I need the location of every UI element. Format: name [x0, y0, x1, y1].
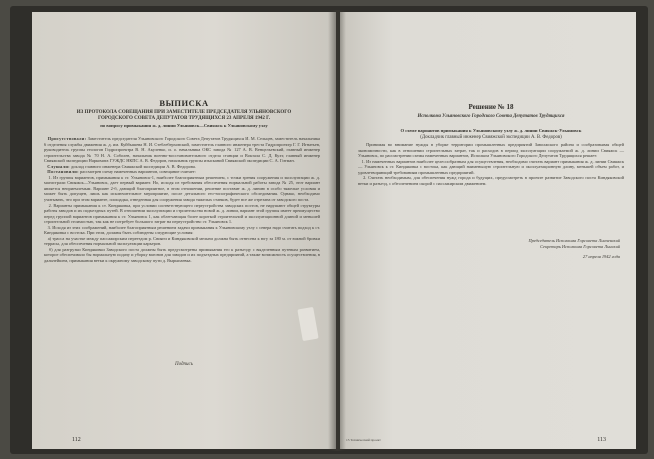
signature-chair: Председатель Исполкома Горсовета Линчевский: [528, 238, 620, 243]
subtitle-line: ИЗ ПРОТОКОЛА СОВЕЩАНИЯ ПРИ ЗАМЕСТИТЕЛЕ ПРЕДСЕДАТЕЛЯ УЛЬЯНОВСКОГО: [76, 110, 292, 115]
paragraph-text: рассмотрев схему намеченных вариантов, совещание считает:: [79, 169, 196, 175]
left-page: [32, 12, 336, 449]
left-page-subtitle: [44, 110, 324, 129]
paragraph-text: доклад главного инженера Свияжской экспедиции А. В. Федорова.: [71, 163, 196, 169]
paragraph-text: а) трасса на участке между пассажирским переездом р. Свияги и Киндяковской мельни должна быть отнесена к югу за 180 м. от южной бровки террасы, для обеспечения нормальной эксплуатации карьеров.: [44, 235, 320, 247]
subtitle-line: по вопросу примыкания ж. д. линии Ульяновск—Свияжск к Ульяновскому узлу: [100, 122, 268, 128]
paragraph: [358, 175, 624, 186]
page-number: 112: [72, 437, 81, 443]
open-book: [10, 6, 648, 454]
right-page: [340, 12, 636, 449]
paragraph: [358, 159, 624, 176]
paragraph-lead: Слушали:: [47, 163, 70, 169]
signature-secretary: Секретарь Исполкома Горсовета Линский: [540, 244, 620, 249]
paragraph-text: 2. Считать необходимым, для обеспечения нужд города и будущих, предусмотреть в проекте развитие Заводского поста Киндяковской ветки и разъезд, с обеспечением скорой с пассажирским движением.: [358, 175, 625, 186]
right-page-body: [358, 142, 624, 186]
paragraph-lead: Постановили:: [47, 169, 79, 175]
paragraph: [358, 142, 624, 159]
right-page-title: Решение № 18: [468, 103, 514, 111]
right-page-subtitle: Исполкома Ульяновского Городского Совета Депутатов Трудящихся: [417, 114, 565, 119]
paragraph-text: Заместитель председателя Ульяновского Городского Совета Депутатов Трудящихся И. М. Сельцев, заместитель начальника 6 отделения службы движения ж. д. им. Куйбышева Н. И. Стеблеберховский, заместитель главного инженера треста Гидропроектр Г. Г. Игнатьев, руководитель группы геологов Гидропроектра В. Н. Акуленко, и. о. начальника ОКС завода № 127 А. В. Венцельевский, главный инженер строительства завода № 70 Н. А. Соболев, начальник военно-восстановительного отдела станции и Вокзала С. Д. Кухт, главный инженер Свияжской экспедиции Наркомата ГУЖДС НКПС А. В. Федоров, начальник группы изысканий Свияжской экспедиции С. А. Гитман.: [44, 136, 320, 164]
paragraph-text: 1. Из намеченных вариантов наиболее целесообразным для осуществления, необходимо считать вариант примыкания ж. д. линии Свияжск — Ульяновск к ст. Киндяковка с востока, как дающий наименьшую строительную и эксплуатационную длину, меньшей объем работ, и удовлетворяющий требованиям промышленных предприятий.: [358, 158, 624, 175]
paragraph-text: Принимая во внимание нужды в уборке территории промышленных предприятий Заволжского района и сообразовывая общей экономичности, как в отношении строительных затрат, так и расходов в период эксплуатации сооружаемой ж. д. линии Свияжск — Ульяновск, по рассмотрении схемы намеченных вариантов, Исполком Ульяновского Городского Депутатов Трудящихся решает:: [358, 142, 624, 159]
right-signatures: [358, 238, 620, 260]
paragraph-present: [44, 136, 320, 164]
subtitle-line: ГОРОДСКОГО СОВЕТА ДЕПУТАТОВ ТРУДЯЩИХСЯ 23 АПРЕЛЯ 1942 Г.: [97, 116, 271, 122]
paragraph-text: 1. Из группы вариантов, примыкания к ст. Ульяновск-1, наиболее благоприятным решением, с точки зрения сооружения и эксплуатации ж. д. магистрали Свияжск—Ульяновск, дает первый вариант. Но, исходя из требования обеспечения нормальной работы завода № 25, этот вариант является неприемлемым. Вариант 2-б, дающий благоприятное, в этом отношении, решение поставит ж. д. линию в особо тяжелые условия и может быть допущен, лишь как исключительное мероприятие, после детального гео-топографического обследования. Однако, необходимо учитывать, что при этом варианте, площадка, отведенная для сооружения завода тяжелых станков, будет все же отрезана от заводского поста.: [44, 174, 320, 203]
paragraph-lead: Присутствовали:: [47, 136, 87, 141]
paragraph-text: 3. Исходя из этих соображений, наиболее благоприятным решением задачи примыкания к Ульяновскому узлу с севера надо считать подход к ст. Киндяковка с востока. При этом, должны быть соблюдены следующие условия:: [44, 224, 320, 236]
paragraph-text: 2. Варианты примыкания к ст. Киндяковка, при условии соответствующего переустройства заводских постов, не нарушают общей структуры работы заводов и их подъездных путей. В отношении эксплуатации и строительства новой ж. д. линии, вариант этой группы имеет преимущество перед группой вариантов примыкания к ст. Ульяновск 1, как облегчающая более короткой строительной и эксплуатационной длиной и меньшей строительной стоимостью, так как не потребует большого затрат на переустройство ст. Ульяновск 1.: [44, 202, 320, 225]
footnote: 15 Технический проект: [346, 438, 381, 442]
right-page-topic: О схеме вариантов примыкания к Ульяновскому узлу ж. д. линии Свияжск-Ульяновск: [400, 128, 582, 133]
right-page-topic-note: (Докладчик главный инженер Свияжской экспедиции А. В. Федоров): [420, 135, 562, 140]
paragraph: [44, 247, 320, 264]
left-page-body: [44, 136, 320, 264]
page-number: 113: [597, 437, 606, 443]
left-page-title: ВЫПИСКА: [159, 98, 209, 108]
paragraph: [44, 203, 320, 225]
paragraph: [44, 175, 320, 203]
book-gutter: [328, 10, 346, 451]
paragraph-text: б) для разгрузки Киндяковки Заводского поста должны быть предусмотрены примыкания его к разъезду с выделенным путевым развитием, которое обеспечивало бы нормальную подачу и уборку вагонов для заводов и их подъездных предприятий, а также возможность осуществления, в дальнейшем, примыкания ветки к окружному заводскому пути д. Вырыпаевка.: [44, 246, 320, 264]
signature-date: 27 апреля 1942 года: [582, 254, 620, 259]
left-signature: Подпись: [174, 362, 194, 367]
paragraph: [44, 236, 320, 247]
paragraph: [44, 225, 320, 236]
